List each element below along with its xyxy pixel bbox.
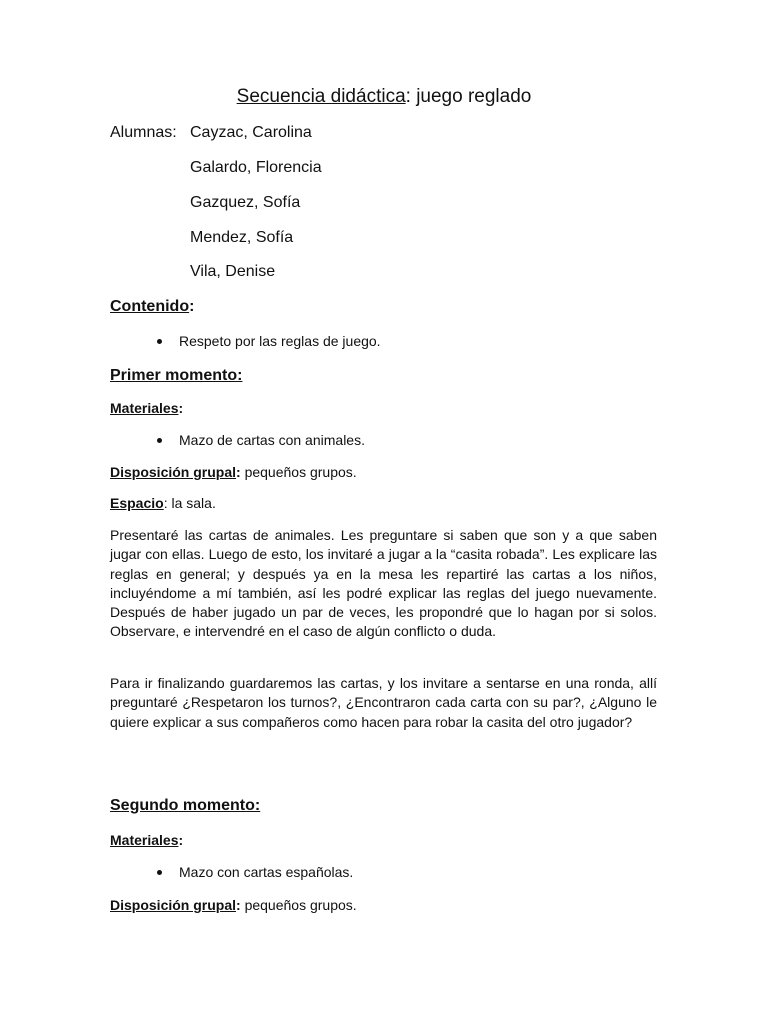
primer-materiales-label bbox=[110, 400, 183, 416]
segundo-materiales-colon: : bbox=[178, 832, 184, 848]
bullet-icon bbox=[157, 870, 162, 875]
segundo-disposicion-value: pequeños grupos. bbox=[240, 897, 357, 913]
primer-disposicion-label: Disposición grupal bbox=[110, 464, 237, 480]
student-name: Mendez, Sofía bbox=[190, 229, 294, 246]
bullet-icon bbox=[157, 339, 162, 344]
segundo-disposicion bbox=[110, 897, 357, 913]
primer-espacio-label: Espacio bbox=[110, 495, 164, 511]
primer-materiales-colon: : bbox=[178, 400, 184, 416]
primer-espacio-value: : la sala. bbox=[163, 495, 216, 511]
contenido-heading-text: Contenido bbox=[110, 298, 190, 315]
primer-paragraph-1: Presentaré las cartas de animales. Les preguntare si saben que son y a que saben jugar con ellas. Luego de esto, los invitaré a jugar a la “casita robada”. Les explicare las reglas en general; y después ya en la mesa les repartiré las cartas a los niños, incluyéndome a mí también, así les podré explicar las reglas del juego nuevamente. Después de haber jugado un par de veces, les propondré que lo hagan por si solos. Observare, e intervendré en el caso de algún conflicto o duda. bbox=[110, 527, 657, 640]
primer-momento-heading-text: Primer momento: bbox=[110, 367, 243, 384]
student-name: Vila, Denise bbox=[190, 263, 276, 280]
segundo-disposicion-label: Disposición grupal bbox=[110, 897, 237, 913]
student-name: Gazquez, Sofía bbox=[190, 194, 301, 211]
segundo-momento-heading bbox=[110, 797, 260, 815]
alumnas-label: Alumnas: bbox=[110, 124, 177, 141]
document-title bbox=[0, 86, 768, 108]
student-name: Galardo, Florencia bbox=[190, 159, 322, 176]
segundo-materiales-text: Materiales bbox=[110, 832, 179, 848]
primer-espacio bbox=[110, 495, 216, 511]
primer-disposicion-colon: : bbox=[236, 464, 241, 480]
primer-materiales-text: Materiales bbox=[110, 400, 179, 416]
segundo-material-item: Mazo con cartas españolas. bbox=[179, 864, 354, 880]
primer-momento-heading bbox=[110, 367, 242, 385]
segundo-disposicion-colon: : bbox=[236, 897, 241, 913]
student-name: Cayzac, Carolina bbox=[190, 124, 312, 141]
contenido-item: Respeto por las reglas de juego. bbox=[179, 333, 381, 349]
primer-disposicion bbox=[110, 464, 357, 480]
title-underlined: Secuencia didáctica bbox=[236, 86, 406, 107]
primer-paragraph-2: Para ir finalizando guardaremos las cartas, y los invitare a sentarse en una ronda, allí preguntaré ¿Respetaron los turnos?, ¿Encontraron cada carta con su par?, ¿Alguno le quiere explicar a sus compañeros como hacen para robar la casita del otro jugador? bbox=[110, 675, 657, 730]
title-rest: : juego reglado bbox=[405, 86, 532, 107]
contenido-heading-colon: : bbox=[189, 298, 195, 315]
bullet-icon bbox=[157, 438, 162, 443]
primer-material-item: Mazo de cartas con animales. bbox=[179, 432, 365, 448]
segundo-materiales-label bbox=[110, 832, 183, 848]
segundo-momento-heading-text: Segundo momento: bbox=[110, 797, 261, 814]
primer-disposicion-value: pequeños grupos. bbox=[240, 464, 357, 480]
contenido-heading bbox=[110, 298, 194, 316]
